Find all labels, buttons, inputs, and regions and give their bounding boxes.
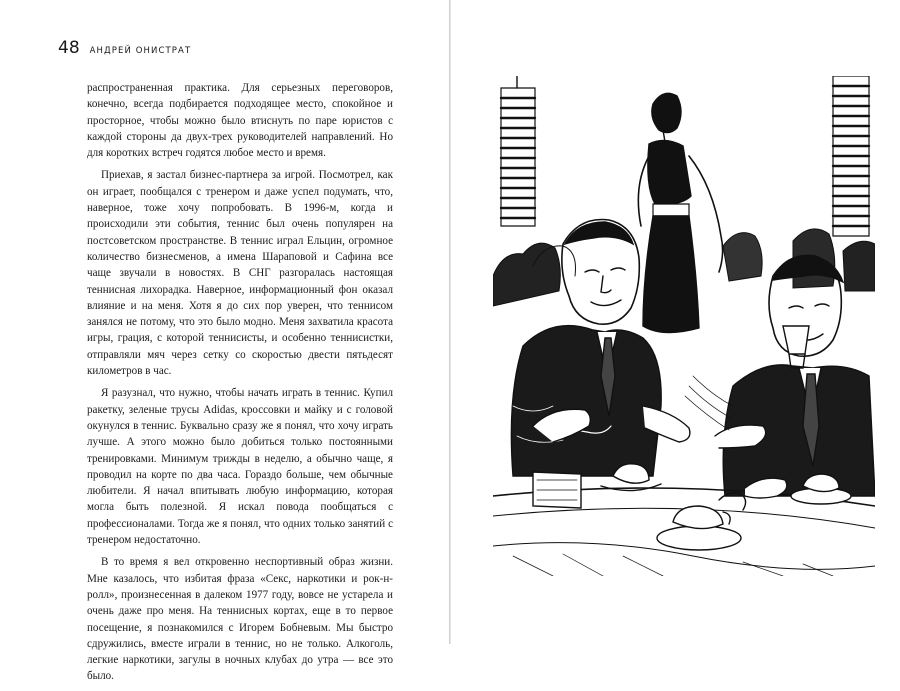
page-number: 48 xyxy=(58,38,80,58)
paragraph-3: Я разузнал, что нужно, чтобы начать играть в теннис. Купил ракетку, зеленые трусы Adidas, кроссовки и майку и с головой окунулся в теннис. Буквально сразу же я понял, что хочу играть лучше. А этого можно было добиться только постоянными тренировками. Минимум трижды в неделю, а обычно чаще, я проводил на корте по два часа. Гораздо больше, чем обычные любители. Я начал впитывать любую информацию, которая могла быть полезной. Я искал повода пообщаться с профессионалами. Тогда же я понял, что одних только занятий с тренером недостаточно. xyxy=(87,387,393,547)
right-man xyxy=(723,255,875,496)
woman-figure xyxy=(638,93,722,332)
glass-on-table xyxy=(783,326,809,368)
table-with-cups xyxy=(493,464,875,550)
running-head: АНДРЕЙ ОНИСТРАТ xyxy=(89,46,192,56)
paragraph-2: Приехав, я застал бизнес-партнера за игрой. Посмотрел, как он играет, пообщался с тренером и даже успел подумать, что, наверное, тоже хочу попробовать. В 1996-м, когда и происходили эти события, теннис был очень популярен на постсоветском пространстве. В теннис играл Ельцин, огромное количество бизнесменов, а имена Шараповой и Сафина все чаще звучали в новостях. В СНГ разгоралась настоящая теннисная лихорадка. Наверное, информационный фон оказал влияние и на меня. Хотя я до сих пор уверен, что теннисом занялся не потому, что это было модно. Меня захватила красота игры, грация, с которой теннисисты, и особенно теннисистки, отправляли мяч через сетку со скоростью двести пятьдесят километров в час. xyxy=(87,169,393,378)
paragraph-1: распространенная практика. Для серьезных переговоров, конечно, всегда подбирается подходящее место, спокойное и просторное, чтобы можно было втиснуть по паре юристов с каждой стороны да двух-трех руководителей направлений. Но для коротких встреч годятся любое место и время. xyxy=(87,82,393,160)
right-blinds xyxy=(833,76,869,236)
right-page xyxy=(451,0,900,644)
page-header xyxy=(58,38,191,62)
left-blinds xyxy=(501,76,535,226)
body-text xyxy=(87,80,393,691)
paragraph-4: В то время я вел откровенно неспортивный образ жизни. Мне казалось, что избитая фраза «Секс, наркотики и рок-н-ролл», произнесенная в далеком 1977 году, вовсе не устарела и очень даже про меня. На теннисных кортах, еще в то первое посещение, я познакомился с Игорем Бобневым. Мы быстро сдружились, вместе играли в теннис, но не только. Алкоголь, легкие наркотики, загулы в ночных клубах до утра — все это было. xyxy=(87,556,393,683)
cafe-illustration xyxy=(493,76,875,576)
left-page xyxy=(0,0,449,683)
